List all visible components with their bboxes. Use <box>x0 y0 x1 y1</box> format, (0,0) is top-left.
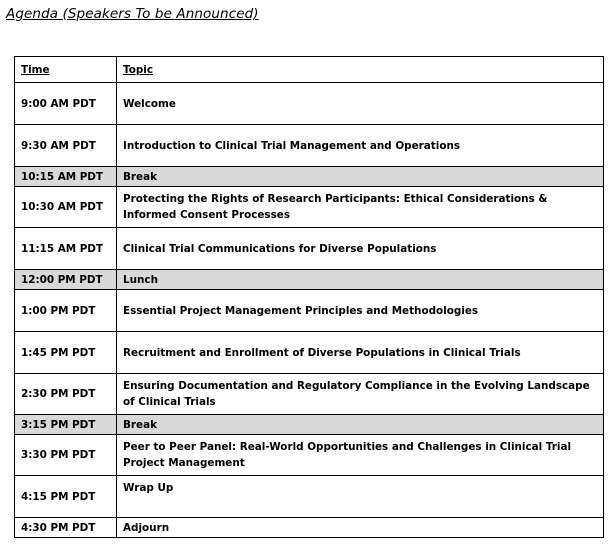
topic-column-header: Topic <box>117 57 604 83</box>
time-cell: 3:30 PM PDT <box>15 435 117 476</box>
table-row <box>15 125 604 167</box>
time-cell: 10:30 AM PDT <box>15 187 117 228</box>
table-row <box>15 476 604 518</box>
time-column-header: Time <box>15 57 117 83</box>
time-cell: 4:15 PM PDT <box>15 476 117 518</box>
topic-cell: Adjourn <box>117 518 604 538</box>
time-cell: 10:15 AM PDT <box>15 167 117 187</box>
time-cell: 9:00 AM PDT <box>15 83 117 125</box>
time-cell: 2:30 PM PDT <box>15 374 117 415</box>
table-row <box>15 187 604 228</box>
time-cell: 1:45 PM PDT <box>15 332 117 374</box>
table-row <box>15 83 604 125</box>
topic-cell: Break <box>117 167 604 187</box>
time-cell: 1:00 PM PDT <box>15 290 117 332</box>
time-cell: 11:15 AM PDT <box>15 228 117 270</box>
table-row-break <box>15 167 604 187</box>
time-cell: 3:15 PM PDT <box>15 415 117 435</box>
topic-cell: Protecting the Rights of Research Participants: Ethical Considerations & Informed Consent Processes <box>117 187 604 228</box>
table-row <box>15 290 604 332</box>
table-row-break <box>15 415 604 435</box>
time-cell: 4:30 PM PDT <box>15 518 117 538</box>
topic-cell: Recruitment and Enrollment of Diverse Populations in Clinical Trials <box>117 332 604 374</box>
topic-cell: Introduction to Clinical Trial Management and Operations <box>117 125 604 167</box>
table-row <box>15 228 604 270</box>
table-row <box>15 518 604 538</box>
table-header-row <box>15 57 604 83</box>
topic-cell: Wrap Up <box>117 476 604 518</box>
time-cell: 9:30 AM PDT <box>15 125 117 167</box>
table-row <box>15 332 604 374</box>
time-cell: 12:00 PM PDT <box>15 270 117 290</box>
topic-cell: Peer to Peer Panel: Real-World Opportunities and Challenges in Clinical Trial Project Management <box>117 435 604 476</box>
table-row <box>15 435 604 476</box>
table-row-lunch <box>15 270 604 290</box>
agenda-heading: Agenda (Speakers To be Announced) <box>6 6 259 22</box>
table-row <box>15 374 604 415</box>
agenda-table <box>14 56 604 538</box>
topic-cell: Break <box>117 415 604 435</box>
topic-cell: Ensuring Documentation and Regulatory Compliance in the Evolving Landscape of Clinical Trials <box>117 374 604 415</box>
topic-cell: Lunch <box>117 270 604 290</box>
topic-cell: Welcome <box>117 83 604 125</box>
topic-cell: Clinical Trial Communications for Diverse Populations <box>117 228 604 270</box>
topic-cell: Essential Project Management Principles and Methodologies <box>117 290 604 332</box>
